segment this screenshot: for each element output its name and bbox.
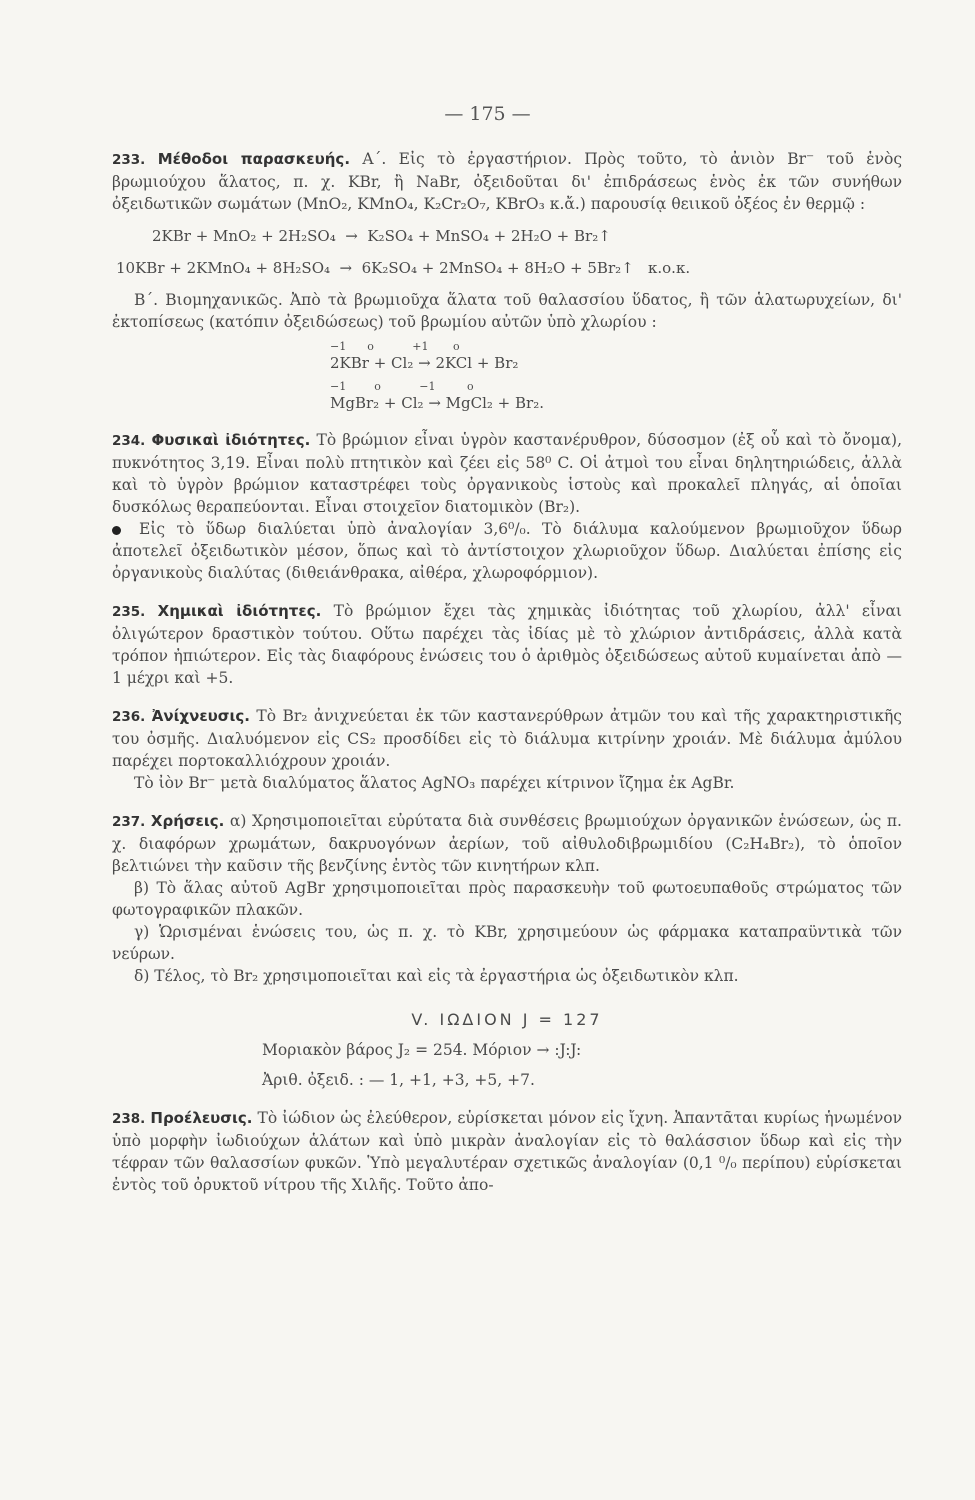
section-heading: Μέθοδοι παρασκευής. xyxy=(157,150,351,168)
oxidation-numbers-3: −1 o +1 o xyxy=(330,340,460,353)
section-number: 238. xyxy=(112,1111,146,1127)
iodine-oxidation-numbers: Ἀριθ. ὀξειδ. : — 1, +1, +3, +5, +7. xyxy=(262,1071,535,1089)
section-heading: Χημικαὶ ἰδιότητες. xyxy=(157,602,322,620)
section-233 xyxy=(112,148,902,215)
equation-1: 2KBr + MnO₂ + 2H₂SO₄ → K₂SO₄ + MnSO₄ + 2H₂O + Br₂↑ xyxy=(152,227,611,245)
section-number: 236. xyxy=(112,709,146,725)
section-number: 234. xyxy=(112,433,146,449)
section-238 xyxy=(112,1107,902,1196)
section-number: 235. xyxy=(112,604,146,620)
section-heading: Ἀνίχνευσις. xyxy=(151,707,250,725)
equation-3: 2KBr + Cl₂ → 2KCl + Br₂ xyxy=(330,354,519,372)
section-234 xyxy=(112,429,902,518)
section-number: 237. xyxy=(112,814,146,830)
paragraph-solubility xyxy=(112,518,902,584)
paragraph-industrial: Β΄. Βιομηχανικῶς. Ἀπὸ τὰ βρωμιοῦχα ἅλατα τοῦ θαλασσίου ὕδατος, ἢ τῶν ἁλατωρυχείων, δι' ἐκτοπίσεως (κατόπιν ὀξειδώσεως) τοῦ βρωμίου αὐτῶν ὑπὸ χλωρίου : xyxy=(112,291,902,331)
paragraph-text: Α΄. Εἰς τὸ ἐργαστήριον. Πρὸς τοῦτο, τὸ ἀνιὸν Br⁻ τοῦ ἑνὸς βρωμιούχου ἅλατος, π. χ. KBr, ἢ NaBr, ὀξειδοῦται δι' ἐπιδράσεως ἑνὸς ἐκ τῶν συνήθων ὀξειδωτικῶν σωμάτων (MnO₂, KMnO₄, K₂Cr₂O₇, KBrO₃ κ.ἄ.) παρουσίᾳ θειικοῦ ὀξέος ἐν θερμῷ : xyxy=(112,150,903,213)
iodine-molecular-weight: Μοριακὸν βάρος J₂ = 254. Μόριον → :J:J: xyxy=(262,1041,582,1059)
paragraph-use-c: γ) Ὡρισμέναι ἑνώσεις του, ὡς π. χ. τὸ KBr, χρησιμεύουν ὡς φάρμακα καταπραϋντικὰ τῶν νεύρων. xyxy=(112,923,902,963)
section-heading: Φυσικαὶ ἰδιότητες. xyxy=(151,431,311,449)
paragraph-text: Εἰς τὸ ὕδωρ διαλύεται ὑπὸ ἀναλογίαν 3,6⁰/₀. Τὸ διάλυμα καλούμενον βρωμιοῦχον ὕδωρ ἀποτελεῖ ὀξειδωτικὸν μέσον, ὅπως καὶ τὸ ἀντίστοιχον χλωριοῦχον ὕδωρ. Διαλύεται ἐπίσης εἰς ὀργανικοὺς διαλύτας (διθειάνθρακα, αἰθέρα, χλωροφόρμιον). xyxy=(112,520,902,582)
paragraph-use-d: δ) Τέλος, τὸ Br₂ χρησιμοποιεῖται καὶ εἰς τὰ ἐργαστήρια ὡς ὀξειδωτικὸν κλπ. xyxy=(134,967,739,985)
equation-4: MgBr₂ + Cl₂ → MgCl₂ + Br₂. xyxy=(330,394,544,412)
paragraph-text: Τὸ ἰώδιον ὡς ἐλεύθερον, εὑρίσκεται μόνον εἰς ἴχνη. Ἀπαντᾶται κυρίως ἡνωμένον ὑπὸ μορφὴν ἰωδιούχων ἁλάτων καὶ ὑπὸ μικρὰν ἀναλογίαν εἰς τὸ θαλάσσιον ὕδωρ καὶ εἰς τὴν τέφραν τῶν θαλασσίων φυκῶν. Ὑπὸ μεγαλυτέραν σχετικῶς ἀναλογίαν (0,1 ⁰/₀ περίπου) εὑρίσκεται ἐντὸς τοῦ ὀρυκτοῦ νίτρου τῆς Χιλῆς. Τοῦτο ἀπο- xyxy=(112,1109,903,1194)
section-237 xyxy=(112,810,902,877)
page-body xyxy=(112,148,902,1196)
paragraph-text: Τὸ Br₂ ἀνιχνεύεται ἐκ τῶν καστανερύθρων ἀτμῶν του καὶ τῆς χαρακτηριστικῆς του ὀσμῆς. Διαλυόμενον εἰς CS₂ προσδίδει εἰς τὸ διάλυμα κιτρίνην χροιάν. Μὲ διάλυμα ἀμύλου παρέχει πορτοκαλλιόχρουν χροιάν. xyxy=(112,707,902,770)
section-236 xyxy=(112,705,902,772)
section-235 xyxy=(112,600,902,689)
paragraph-text: α) Χρησιμοποιεῖται εὐρύτατα διὰ συνθέσεις βρωμιούχων ὀργανικῶν ἑνώσεων, ὡς π. χ. διαφόρων χρωμάτων, δακρυογόνων ἀερίων, τοῦ αἰθυλοδιβρωμιδίου (C₂H₄Br₂), τὸ ὁποῖον βελτιώνει τὴν καῦσιν τῆς βενζίνης ἐντὸς τῶν κινητήρων κλπ. xyxy=(112,812,902,875)
page-number: — 175 — xyxy=(444,103,531,125)
paragraph-use-b: β) Τὸ ἅλας αὐτοῦ AgBr χρησιμοποιεῖται πρὸς παρασκευὴν τοῦ φωτοευπαθοῦς στρώματος τῶν φωτογραφικῶν πλακῶν. xyxy=(112,879,902,919)
oxidation-numbers-4: −1 o −1 o xyxy=(330,380,474,393)
bullet-icon xyxy=(112,526,121,535)
paragraph-ion-test: Τὸ ἰὸν Br⁻ μετὰ διαλύματος ἅλατος AgNO₃ παρέχει κίτρινον ἴζημα ἐκ AgBr. xyxy=(134,774,735,792)
paragraph-text: Τὸ βρώμιον ἔχει τὰς χημικὰς ἰδιότητας τοῦ χλωρίου, ἀλλ' εἶναι ὀλιγώτερον δραστικὸν τούτου. Οὕτω παρέχει τὰς ἰδίας μὲ τὸ χλώριον ἀντιδράσεις, ἀλλὰ κατὰ τρόπον ἠπιώτερον. Εἰς τὰς διαφόρους ἑνώσεις του ὁ ἀριθμὸς ὀξειδώσεως αὐτοῦ κυμαίνεται ἀπὸ —1 μέχρι καὶ +5. xyxy=(112,602,903,687)
section-heading: Χρήσεις. xyxy=(150,812,225,830)
equation-2: 10KBr + 2KMnO₄ + 8H₂SO₄ → 6K₂SO₄ + 2MnSO₄ + 8H₂O + 5Br₂↑ κ.ο.κ. xyxy=(116,259,691,277)
section-heading: Προέλευσις. xyxy=(150,1109,253,1127)
iodine-title: V. ΙΩΔΙΟΝ J = 127 xyxy=(411,1010,603,1029)
section-number: 233. xyxy=(112,152,146,168)
paragraph-text: Τὸ βρώμιον εἶναι ὑγρὸν καστανέρυθρον, δύσοσμον (ἐξ οὗ καὶ τὸ ὄνομα), πυκνότητος 3,19. Εἶναι πολὺ πτητικὸν καὶ ζέει εἰς 58⁰ C. Οἱ ἀτμοὶ του εἶναι δηλητηριώδεις, ἀλλὰ καὶ τὸ ὑγρὸν βρώμιον καταστρέφει τοὺς ὀργανικοὺς ἱστοὺς καὶ προκαλεῖ πληγάς, αἱ ὁποῖαι δυσκόλως θεραπεύονται. Εἶναι στοιχεῖον διατομικὸν (Br₂). xyxy=(112,431,902,516)
